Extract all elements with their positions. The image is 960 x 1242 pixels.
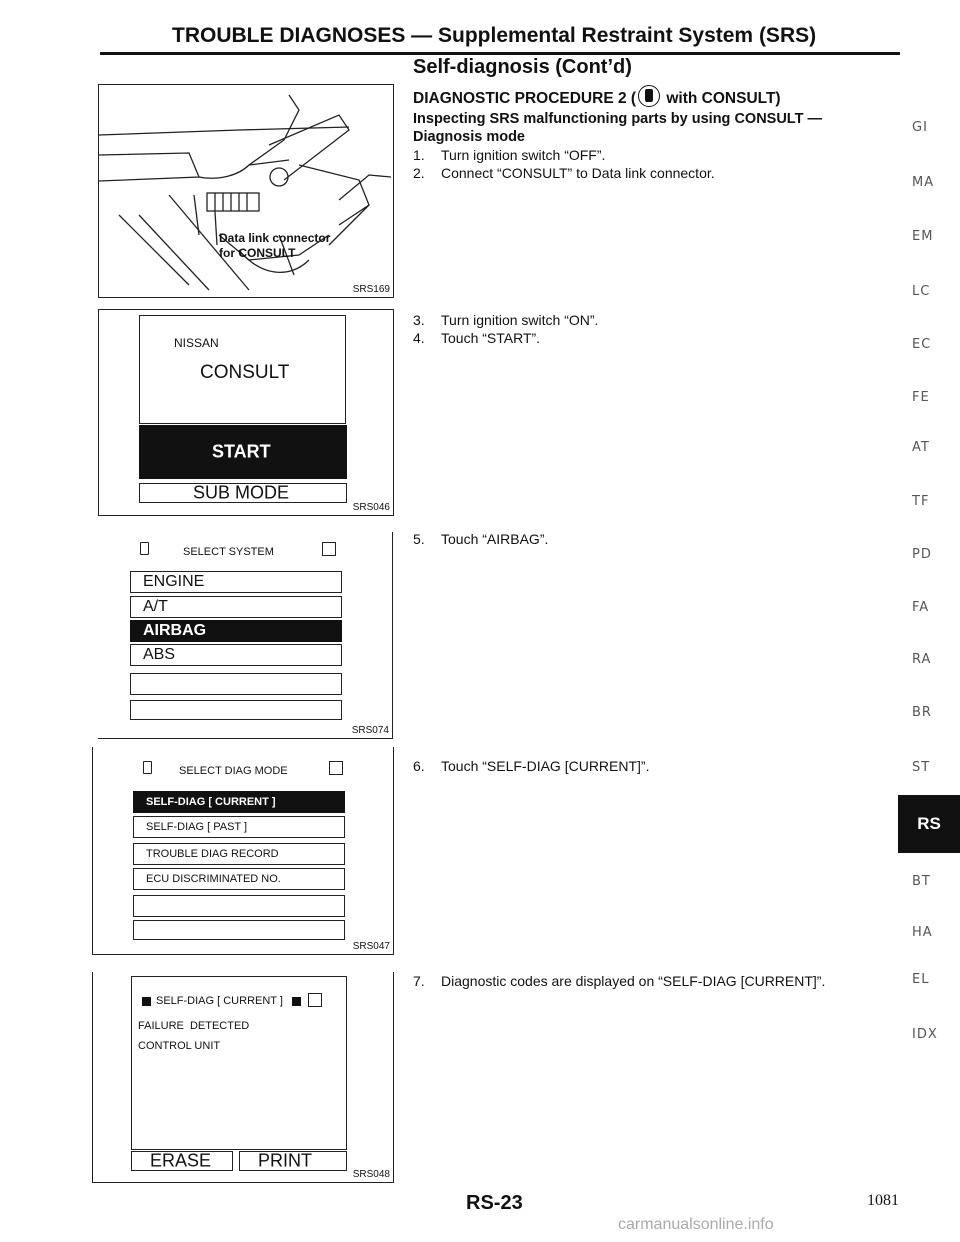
failure-detected-label: FAILURE DETECTED bbox=[138, 1020, 250, 1032]
side-tab-fa[interactable]: FA bbox=[912, 600, 930, 615]
back-square-icon[interactable] bbox=[329, 761, 343, 775]
control-unit-label: CONTROL UNIT bbox=[138, 1040, 221, 1052]
step-3 bbox=[413, 311, 598, 329]
side-tab-gi[interactable]: GI bbox=[912, 120, 928, 135]
side-tab-el[interactable]: EL bbox=[912, 972, 930, 987]
select-system-header: SELECT SYSTEM bbox=[183, 546, 274, 558]
side-tab-ma[interactable]: MA bbox=[912, 175, 935, 190]
figure-select-diag-mode bbox=[92, 747, 394, 955]
step-4 bbox=[413, 329, 540, 347]
step-text: Touch “START”. bbox=[441, 330, 541, 346]
step-number: 6. bbox=[413, 758, 425, 774]
back-square-icon[interactable] bbox=[322, 542, 336, 556]
step-number: 2. bbox=[413, 165, 425, 181]
erase-button[interactable]: ERASE bbox=[131, 1151, 233, 1171]
system-item-airbag[interactable]: AIRBAG bbox=[130, 620, 342, 642]
side-tab-ec[interactable]: EC bbox=[912, 337, 932, 352]
print-page-number: 1081 bbox=[867, 1192, 899, 1209]
side-tab-lc[interactable]: LC bbox=[912, 284, 931, 299]
section-title: Self-diagnosis (Cont’d) bbox=[413, 56, 632, 78]
procedure-title-suffix: with CONSULT) bbox=[662, 90, 781, 107]
figure-code: SRS074 bbox=[351, 725, 389, 736]
system-item-at[interactable]: A/T bbox=[130, 596, 342, 618]
step-7 bbox=[413, 972, 825, 990]
connector-label: Data link connector bbox=[219, 231, 331, 245]
diag-item-empty[interactable] bbox=[133, 920, 345, 940]
side-tab-tf[interactable]: TF bbox=[912, 494, 930, 509]
diag-item-trouble-diag-record[interactable]: TROUBLE DIAG RECORD bbox=[133, 843, 345, 865]
consult-title: CONSULT bbox=[200, 362, 290, 383]
step-6 bbox=[413, 757, 649, 775]
side-tab-fe[interactable]: FE bbox=[912, 390, 930, 405]
consult-plug-icon bbox=[143, 761, 152, 774]
step-number: 5. bbox=[413, 531, 425, 547]
side-tab-rs-active[interactable]: RS bbox=[898, 795, 960, 853]
page-number: RS-23 bbox=[466, 1192, 523, 1214]
diag-item-self-diag-past[interactable]: SELF-DIAG [ PAST ] bbox=[133, 816, 345, 838]
watermark: carmanualsonline.info bbox=[618, 1216, 774, 1233]
consult-plug-icon bbox=[140, 542, 149, 555]
marker-square-icon bbox=[292, 997, 301, 1006]
step-1 bbox=[413, 146, 605, 164]
page-header: TROUBLE DIAGNOSES — Supplemental Restraint System (SRS) bbox=[172, 24, 817, 47]
print-button[interactable]: PRINT bbox=[239, 1151, 347, 1171]
diag-item-empty[interactable] bbox=[133, 895, 345, 917]
step-5 bbox=[413, 530, 548, 548]
figure-code: SRS169 bbox=[352, 284, 390, 295]
procedure-title-prefix: DIAGNOSTIC PROCEDURE 2 ( bbox=[413, 90, 637, 107]
figure-select-system bbox=[98, 532, 393, 739]
step-number: 7. bbox=[413, 973, 425, 989]
system-item-empty[interactable] bbox=[130, 700, 342, 720]
connector-label-line-2: for CONSULT bbox=[219, 246, 296, 260]
side-tab-ra[interactable]: RA bbox=[912, 652, 932, 667]
step-text: Diagnostic codes are displayed on “SELF-DIAG [CURRENT]”. bbox=[441, 973, 826, 989]
dashboard-illustration bbox=[99, 85, 393, 297]
step-number: 3. bbox=[413, 312, 425, 328]
figure-code: SRS048 bbox=[352, 1169, 390, 1180]
diag-item-self-diag-current[interactable]: SELF-DIAG [ CURRENT ] bbox=[133, 791, 345, 813]
select-diag-header: SELECT DIAG MODE bbox=[179, 765, 288, 777]
side-tab-br[interactable]: BR bbox=[912, 705, 932, 720]
side-tab-st[interactable]: ST bbox=[912, 760, 931, 775]
figure-self-diag-current bbox=[92, 972, 394, 1183]
sub-mode-button[interactable]: SUB MODE bbox=[139, 483, 347, 503]
step-number: 1. bbox=[413, 147, 425, 163]
step-text: Turn ignition switch “OFF”. bbox=[441, 147, 606, 163]
figure-code: SRS046 bbox=[352, 502, 390, 513]
self-diag-header: SELF-DIAG [ CURRENT ] bbox=[156, 995, 283, 1007]
system-item-engine[interactable]: ENGINE bbox=[130, 571, 342, 593]
side-tab-pd[interactable]: PD bbox=[912, 547, 932, 562]
side-tab-idx[interactable]: IDX bbox=[912, 1027, 938, 1042]
diag-item-ecu-discriminated[interactable]: ECU DISCRIMINATED NO. bbox=[133, 868, 345, 890]
figure-start-screen bbox=[98, 309, 394, 516]
back-square-icon[interactable] bbox=[308, 993, 322, 1007]
start-button[interactable]: START bbox=[139, 425, 347, 479]
self-diag-display bbox=[131, 976, 347, 1150]
system-item-abs[interactable]: ABS bbox=[130, 644, 342, 666]
side-tab-at[interactable]: AT bbox=[912, 440, 930, 455]
figure-data-link-connector bbox=[98, 84, 394, 298]
procedure-subtitle: Inspecting SRS malfunctioning parts by using CONSULT — Diagnosis mode bbox=[413, 111, 822, 145]
consult-icon bbox=[638, 85, 660, 107]
step-text: Touch “SELF-DIAG [CURRENT]”. bbox=[441, 758, 650, 774]
step-number: 4. bbox=[413, 330, 425, 346]
marker-square-icon bbox=[142, 997, 151, 1006]
figure-code: SRS047 bbox=[352, 941, 390, 952]
brand-label: NISSAN bbox=[174, 336, 219, 350]
side-tab-bt[interactable]: BT bbox=[912, 874, 931, 889]
step-text: Touch “AIRBAG”. bbox=[441, 531, 549, 547]
side-tab-em[interactable]: EM bbox=[912, 229, 934, 244]
step-text: Connect “CONSULT” to Data link connector. bbox=[441, 165, 715, 181]
step-text: Turn ignition switch “ON”. bbox=[441, 312, 599, 328]
consult-display bbox=[139, 315, 346, 424]
header-rule bbox=[100, 52, 900, 55]
procedure-title bbox=[413, 85, 781, 108]
step-2 bbox=[413, 164, 715, 182]
system-item-empty[interactable] bbox=[130, 673, 342, 695]
side-tab-ha[interactable]: HA bbox=[912, 925, 933, 940]
